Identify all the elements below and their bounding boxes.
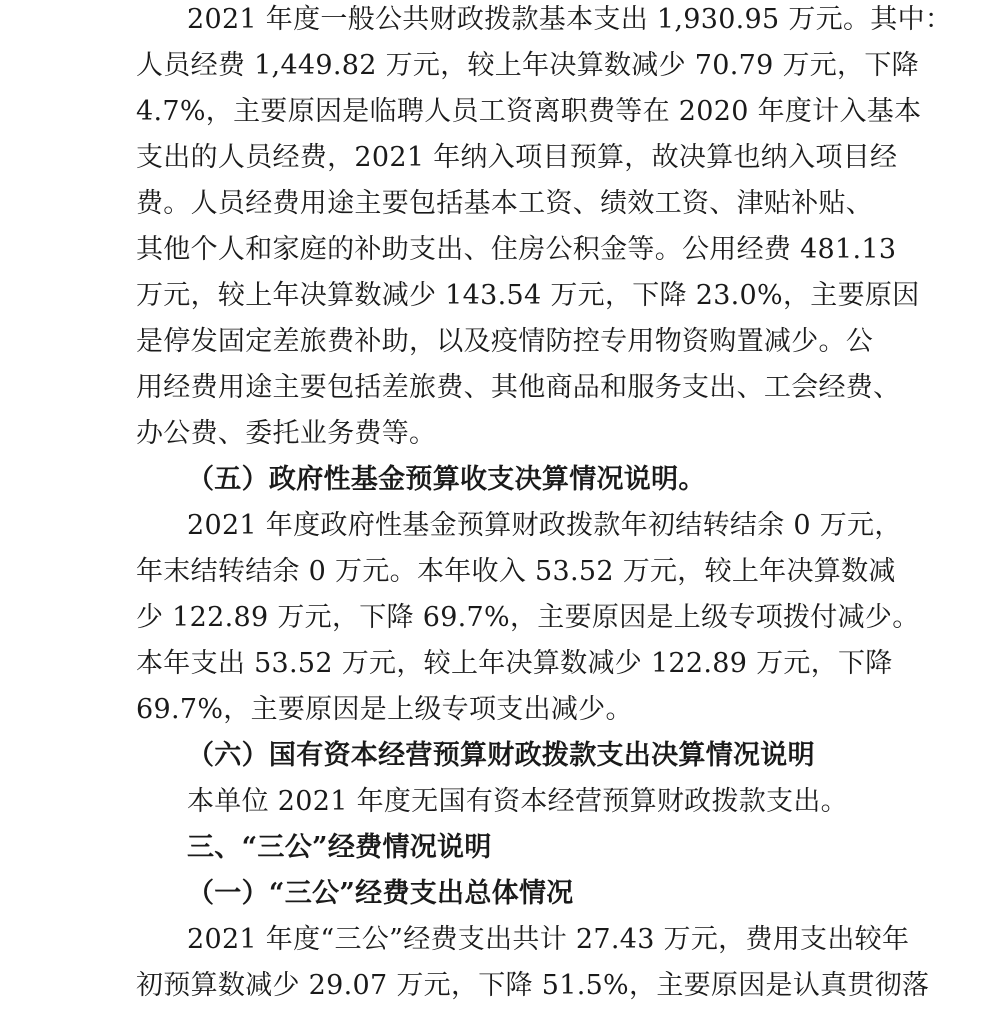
paragraph-line: 69.7%，主要原因是上级专项支出减少。 <box>136 694 633 725</box>
section-heading: （一）“三公”经费支出总体情况 <box>187 878 574 909</box>
chapter-heading: 三、“三公”经费情况说明 <box>187 832 492 863</box>
paragraph-line: 本年支出 53.52 万元，较上年决算数减少 122.89 万元，下降 <box>136 648 893 679</box>
paragraph-line: 2021 年度一般公共财政拨款基本支出 1,930.95 万元。其中： <box>187 4 953 35</box>
paragraph-line: 办公费、委托业务费等。 <box>136 418 437 449</box>
paragraph-line: 2021 年度“三公”经费支出共计 27.43 万元，费用支出较年 <box>187 924 910 955</box>
paragraph-line: 人员经费 1,449.82 万元，较上年决算数减少 70.79 万元，下降 <box>136 50 919 81</box>
paragraph-line: 年末结转结余 0 万元。本年收入 53.52 万元，较上年决算数减 <box>136 556 896 587</box>
paragraph-line: 用经费用途主要包括差旅费、其他商品和服务支出、工会经费、 <box>136 372 901 403</box>
paragraph-line: 初预算数减少 29.07 万元，下降 51.5%，主要原因是认真贯彻落 <box>136 970 930 1001</box>
paragraph-line: 万元，较上年决算数减少 143.54 万元，下降 23.0%，主要原因 <box>136 280 920 311</box>
section-heading: （五）政府性基金预算收支决算情况说明。 <box>187 464 706 495</box>
paragraph-line: 其他个人和家庭的补助支出、住房公积金等。公用经费 481.13 <box>136 234 897 265</box>
paragraph-line: 2021 年度政府性基金预算财政拨款年初结转结余 0 万元， <box>187 510 902 541</box>
paragraph-line: 4.7%，主要原因是临聘人员工资离职费等在 2020 年度计入基本 <box>136 96 922 127</box>
section-heading: （六）国有资本经营预算财政拨款支出决算情况说明 <box>187 740 815 771</box>
paragraph-line: 支出的人员经费，2021 年纳入项目预算，故决算也纳入项目经 <box>136 142 898 173</box>
paragraph-line: 费。人员经费用途主要包括基本工资、绩效工资、津贴补贴、 <box>136 188 874 219</box>
paragraph-line: 是停发固定差旅费补助，以及疫情防控专用物资购置减少。公 <box>136 326 874 357</box>
paragraph-line: 本单位 2021 年度无国有资本经营预算财政拨款支出。 <box>187 786 848 817</box>
paragraph-line: 少 122.89 万元，下降 69.7%，主要原因是上级专项拨付减少。 <box>136 602 920 633</box>
